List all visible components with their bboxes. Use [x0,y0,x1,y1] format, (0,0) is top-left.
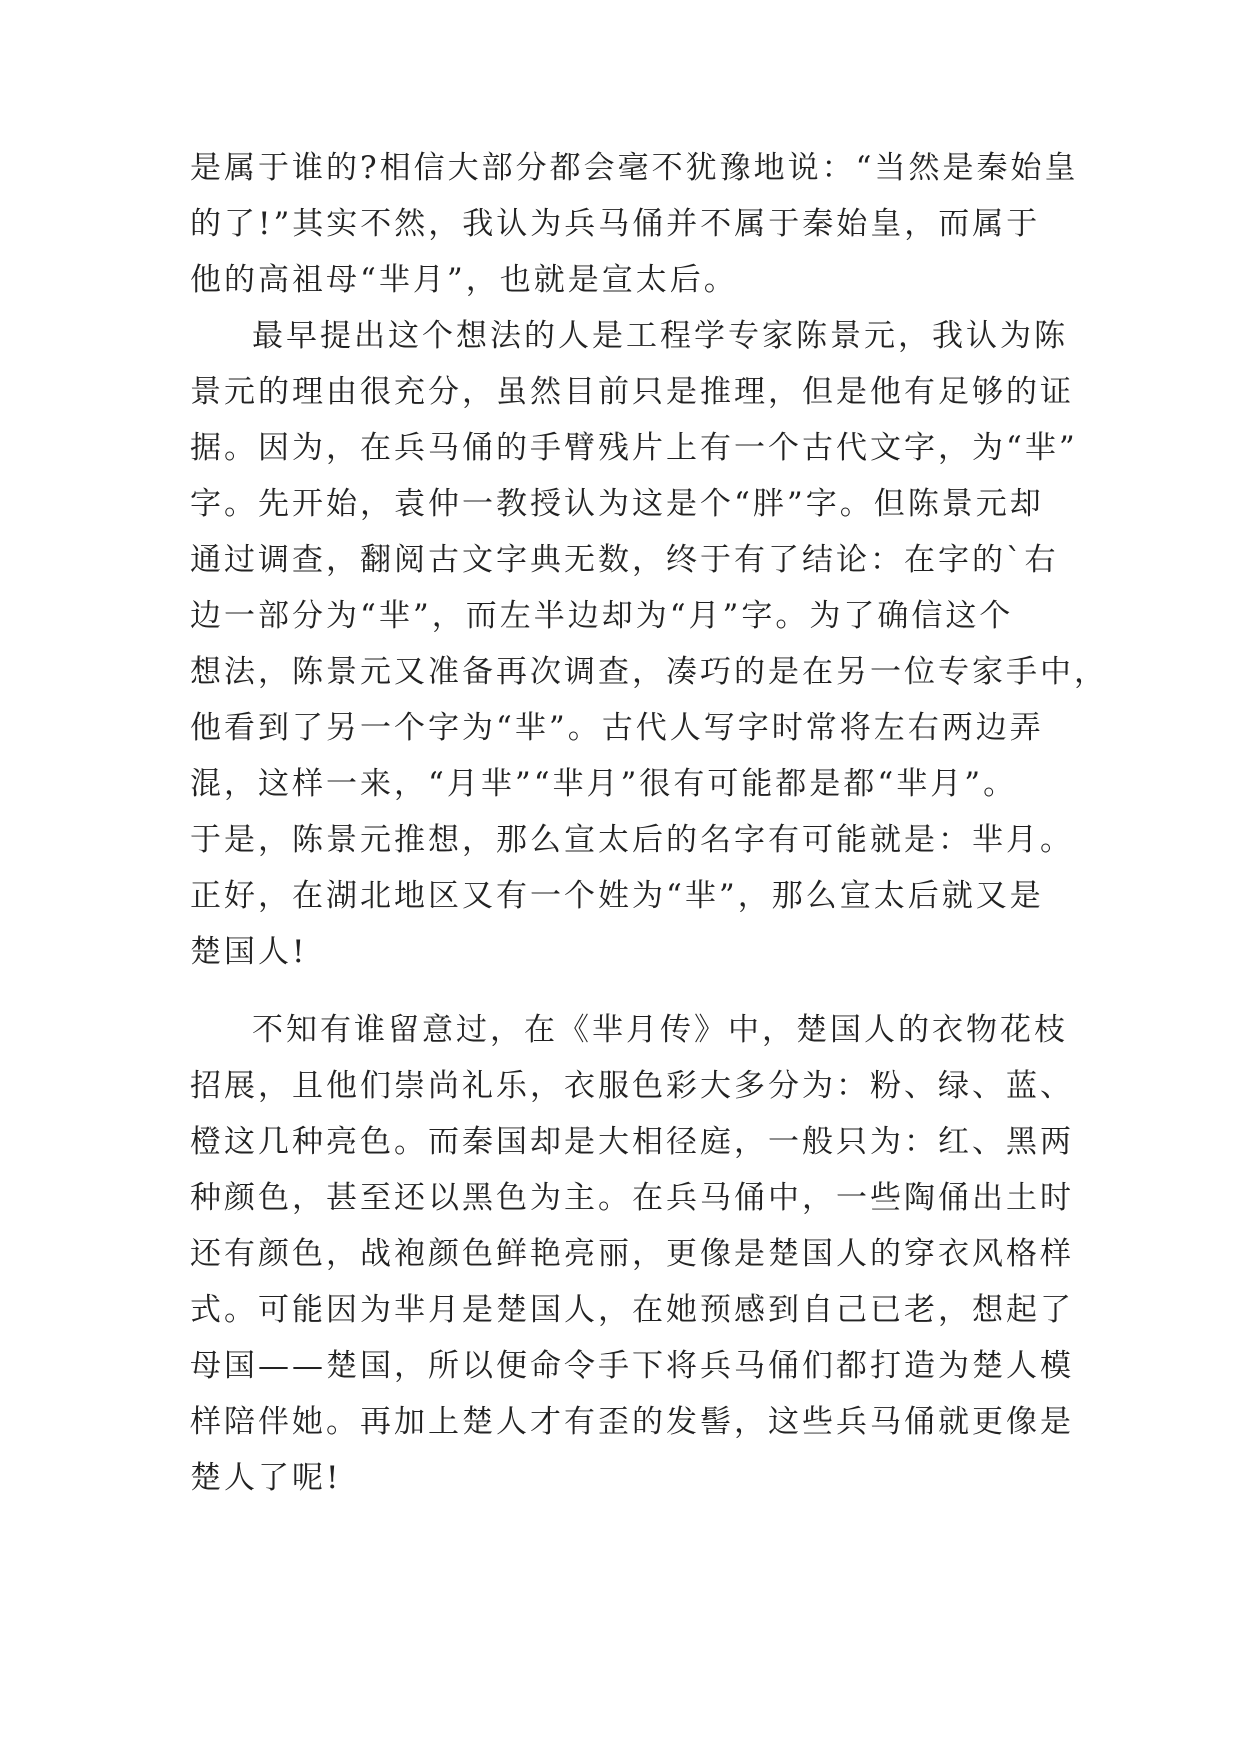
text-line: 他看到了另一个字为“芈”。古代人写字时常将左右两边弄 [190,710,1044,746]
text-line: 于是，陈景元推想，那么宣太后的名字有可能就是：芈月。 [190,822,1074,858]
paragraph-first-line: 不知有谁留意过，在《芈月传》中，楚国人的衣物花枝 [252,1012,1068,1048]
text-line: 还有颜色，战袍颜色鲜艳亮丽，更像是楚国人的穿衣风格样 [190,1236,1074,1272]
text-line: 楚人了呢! [190,1460,342,1496]
text-line: 母国——楚国，所以便命令手下将兵马俑们都打造为楚人模 [190,1348,1074,1384]
text-line: 正好，在湖北地区又有一个姓为“芈”，那么宣太后就又是 [190,878,1044,914]
text-line: 据。因为，在兵马俑的手臂残片上有一个古代文字，为“芈” [190,430,1078,466]
paragraph-first-line: 最早提出这个想法的人是工程学专家陈景元，我认为陈 [252,318,1068,354]
text-line: 通过调查，翻阅古文字典无数，终于有了结论：在字的`右 [190,542,1059,578]
text-line: 橙这几种亮色。而秦国却是大相径庭，一般只为：红、黑两 [190,1124,1074,1160]
text-line: 想法，陈景元又准备再次调查，凑巧的是在另一位专家手中， [190,654,1108,690]
text-line: 边一部分为“芈”，而左半边却为“月”字。为了确信这个 [190,598,1014,634]
text-line: 他的高祖母“芈月”，也就是宣太后。 [190,262,738,298]
text-line: 的了!”其实不然，我认为兵马俑并不属于秦始皇，而属于 [190,206,1041,242]
text-line: 种颜色，甚至还以黑色为主。在兵马俑中，一些陶俑出土时 [190,1180,1074,1216]
text-line: 样陪伴她。再加上楚人才有歪的发髻，这些兵马俑就更像是 [190,1404,1074,1440]
text-line: 混，这样一来，“月芈”“芈月”很有可能都是都“芈月”。 [190,766,1018,802]
text-line: 景元的理由很充分，虽然目前只是推理，但是他有足够的证 [190,374,1074,410]
text-line: 式。可能因为芈月是楚国人，在她预感到自己已老，想起了 [190,1292,1074,1328]
text-line: 招展，且他们崇尚礼乐，衣服色彩大多分为：粉、绿、蓝、 [190,1068,1074,1104]
text-line: 楚国人! [190,934,308,970]
text-line: 是属于谁的?相信大部分都会毫不犹豫地说：“当然是秦始皇 [190,150,1079,186]
text-line: 字。先开始，袁仲一教授认为这是个“胖”字。但陈景元却 [190,486,1044,522]
